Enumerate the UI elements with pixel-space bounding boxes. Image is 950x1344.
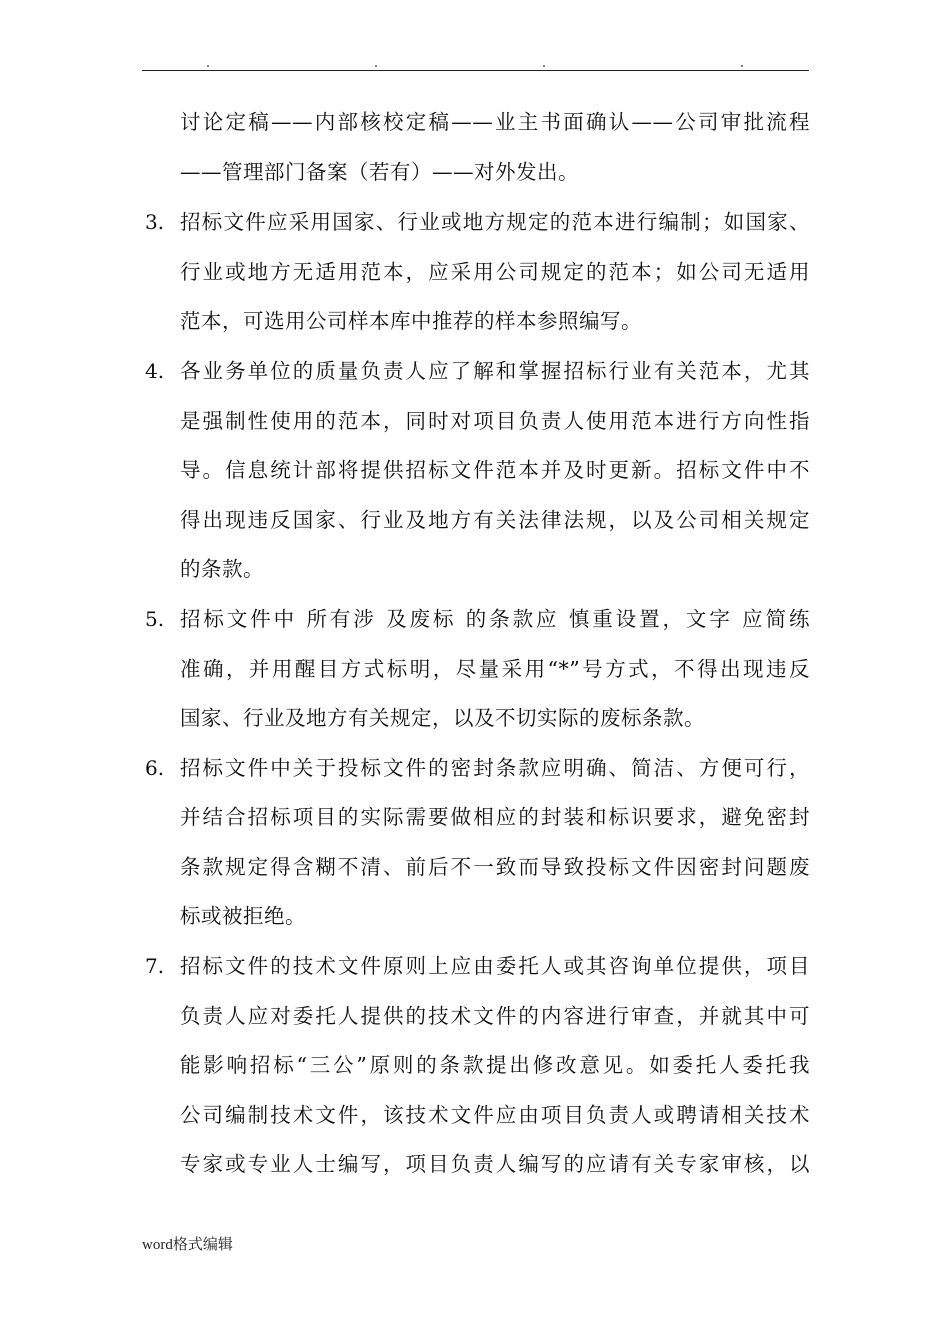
body-text-line: 条款规定得含糊不清、前后不一致而导致投标文件因密封问题废 [180, 855, 810, 879]
body-text-line: 行业或地方无适用范本，应采用公司规定的范本；如公司无适用 [180, 260, 810, 284]
body-text-line: 招标文件应采用国家、行业或地方规定的范本进行编制；如国家、 [180, 210, 810, 234]
body-text-line: 招标文件的技术文件原则上应由委托人或其咨询单位提供，项目 [180, 954, 810, 978]
body-text-line: 并结合招标项目的实际需要做相应的封装和标识要求，避免密封 [180, 805, 810, 829]
body-text-line: 标或被拒绝。 [180, 904, 306, 928]
body-text-line: 负责人应对委托人提供的技术文件的内容进行审查，并就其中可 [180, 1004, 810, 1028]
body-text-line: 范本，可选用公司样本库中推荐的样本参照编写。 [180, 309, 642, 333]
body-text-line: 的条款。 [180, 557, 264, 581]
body-text-line: 各业务单位的质量负责人应了解和掌握招标行业有关范本，尤其 [180, 359, 810, 383]
body-text-line: 公司编制技术文件，该技术文件应由项目负责人或聘请相关技术 [180, 1103, 810, 1127]
header-rule [142, 70, 809, 71]
list-item-number: 7. [145, 954, 165, 978]
body-text-line: 讨论定稿——内部核校定稿——业主书面确认——公司审批流程 [180, 110, 810, 134]
list-item-number: 4. [145, 359, 165, 383]
body-text-line: 国家、行业及地方有关规定，以及不切实际的废标条款。 [180, 706, 705, 730]
header-dot [741, 65, 743, 67]
list-item-number: 6. [145, 756, 165, 780]
header-dot [375, 65, 377, 67]
body-text-line: ——管理部门备案（若有）——对外发出。 [180, 160, 579, 184]
list-item-number: 3. [145, 210, 165, 234]
header-dot [207, 65, 209, 67]
body-text-line: 招标文件中 所有涉 及废标 的条款应 慎重设置，文字 应简练 [180, 607, 810, 631]
body-text-line: 准确，并用醒目方式标明，尽量采用“*”号方式，不得出现违反 [180, 657, 810, 681]
body-text-line: 能影响招标“三公”原则的条款提出修改意见。如委托人委托我 [180, 1053, 810, 1077]
header-dot [543, 65, 545, 67]
body-text-line: 是强制性使用的范本，同时对项目负责人使用范本进行方向性指 [180, 409, 810, 433]
body-text-line: 得出现违反国家、行业及地方有关法律法规，以及公司相关规定 [180, 508, 810, 532]
body-text-line: 导。信息统计部将提供招标文件范本并及时更新。招标文件中不 [180, 458, 810, 482]
list-item-number: 5. [145, 607, 165, 631]
footer-text: word格式编辑 [142, 1237, 233, 1253]
body-text-line: 招标文件中关于投标文件的密封条款应明确、简洁、方便可行， [180, 756, 810, 780]
body-text-line: 专家或专业人士编写，项目负责人编写的应请有关专家审核，以 [180, 1152, 810, 1176]
